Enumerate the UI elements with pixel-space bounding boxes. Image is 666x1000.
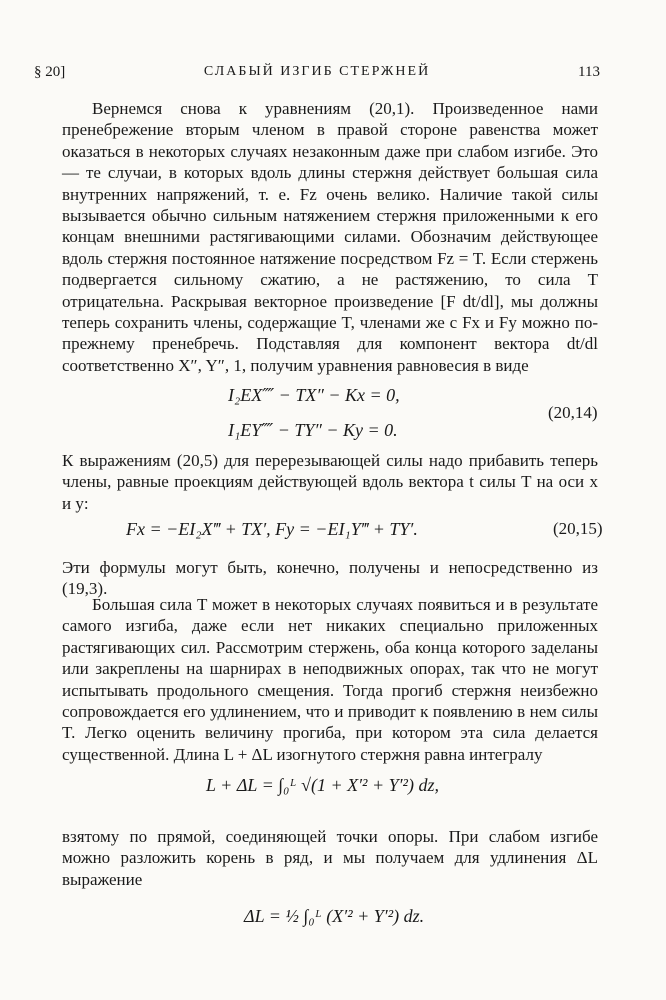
- equation-20-14-second: I₁EY⁗ − TY″ − Ky = 0.: [228, 420, 398, 440]
- section-number: § 20]: [34, 64, 66, 80]
- equation-20-15: Fx = −EI₂X‴ + TX′, Fy = −EI₁Y‴ + TY′.: [126, 519, 418, 539]
- equation-number-20-14: (20,14): [548, 403, 598, 422]
- equation-length-integral: L + ΔL = ∫₀ᴸ √(1 + X′² + Y′²) dz,: [206, 775, 439, 795]
- paragraph-5: взятому по прямой, соединяющей точки опоры. При слабом изгибе можно разложить корень в ряд, и мы получаем для удлинения ΔL выражение: [62, 827, 598, 889]
- equation-elongation: ΔL = ½ ∫₀ᴸ (X′² + Y′²) dz.: [244, 906, 425, 926]
- page-number: 113: [578, 64, 600, 80]
- paragraph-2: К выражениям (20,5) для перерезывающей силы надо прибавить теперь члены, равные проекциям действующей вдоль вектора t силы T на оси x и y:: [62, 451, 598, 513]
- paragraph-4: Большая сила T может в некоторых случаях появиться и в результате самого изгиба, даже если нет никаких специально приложенных растягивающих сил. Рассмотрим стержень, оба конца которого заделаны или закреплены на шарнирах в неподвижных опорах, так что не могут испытывать продольного смещения. Тогда прогиб стержня неизбежно сопровождается его удлинением, что и приводит к появлению в нем силы T. Легко оценить величину прогиба, при котором эта сила делается существенной. Длина L + ΔL изогнутого стержня равна интегралу: [62, 595, 598, 764]
- equation-number-20-15: (20,15): [553, 519, 603, 538]
- running-header: [34, 64, 600, 84]
- equation-20-14-first: I₂EX⁗ − TX″ − Kx = 0,: [228, 385, 400, 405]
- paragraph-1: Вернемся снова к уравнениям (20,1). Произведенное нами пренебрежение вторым членом в правой стороне равенства может оказаться в некоторых случаях незаконным даже при слабом изгибе. Это — те случаи, в которых вдоль длины стержня действует большая сила внутренних напряжений, т. е. Fz очень велико. Наличие такой силы вызывается обычно сильным натяжением стержня приложенными к его концам внешними растягивающими силами. Обозначим действующее вдоль стержня постоянное натяжение посредством Fz = T. Если стержень подвергается сильному сжатию, а не растяжению, то сила T отрицательна. Раскрывая векторное произведение [F dt/dl], мы должны теперь сохранить члены, содержащие T, членами же с Fx и Fy можно по-прежнему пренебречь. Подставляя для компонент вектора dt/dl соответственно X″, Y″, 1, получим уравнения равновесия в виде: [62, 99, 598, 375]
- page-title: СЛАБЫЙ ИЗГИБ СТЕРЖНЕЙ: [203, 64, 431, 79]
- paragraph-3: Эти формулы могут быть, конечно, получены и непосредственно из (19,3).: [62, 558, 598, 599]
